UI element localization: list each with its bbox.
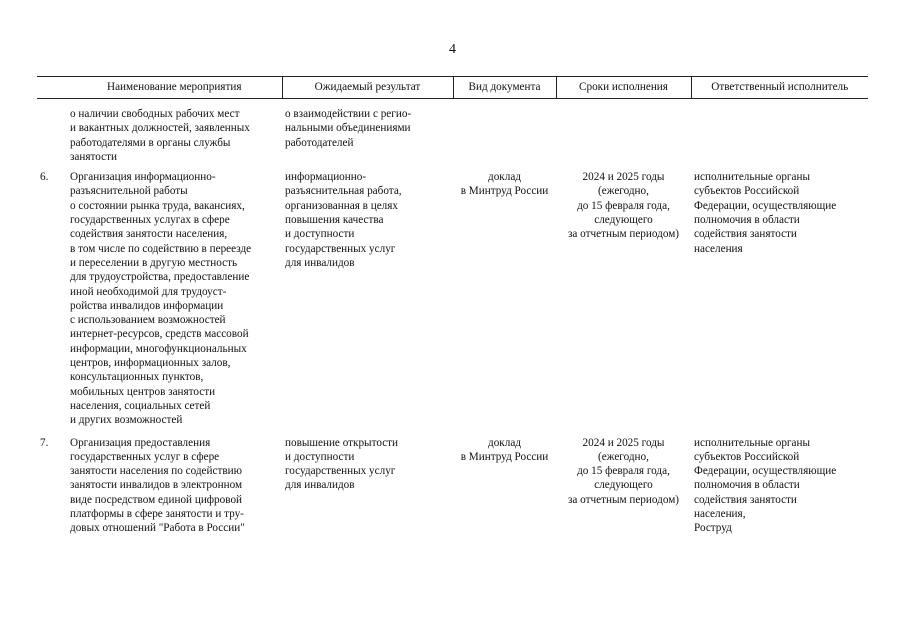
header-num (37, 77, 67, 99)
text-line: за отчетным периодом) (567, 228, 680, 241)
text-line: работодателей (285, 136, 354, 149)
text-line: до 15 февраля года, (577, 199, 670, 212)
text-line: для трудоустройства, предоставление (70, 271, 250, 284)
cell-result (282, 434, 453, 536)
text-line: и переселении в другую местность (70, 256, 238, 269)
text-line: и доступности (285, 450, 355, 463)
text-line: занятости населения по содействию (70, 465, 242, 478)
text-line: в том числе по содействию в переезде (70, 242, 252, 255)
header-result: Ожидаемый результат (282, 77, 453, 99)
row-number (37, 99, 67, 171)
header-doc-type: Вид документа (453, 77, 556, 99)
text-line: содействия занятости (694, 228, 797, 241)
cell-doc-type (453, 99, 556, 171)
text-line: о состоянии рынка труда, вакансиях, (70, 199, 245, 212)
cell-name (67, 170, 282, 433)
text-line: содействия занятости населения, (70, 228, 228, 241)
text-line: повышения качества (285, 214, 384, 227)
text-line: населения (694, 242, 743, 255)
text-line: следующего (594, 479, 653, 492)
cell-doc-type (453, 434, 556, 536)
text-line: информационно- (285, 171, 367, 184)
text-line: и вакантных должностей, заявленных (70, 122, 250, 135)
row-number: 7. (40, 436, 49, 449)
table-row (37, 170, 868, 433)
text-line: содействия занятости (694, 493, 797, 506)
cell-deadline (556, 170, 691, 433)
text-line: исполнительные органы (694, 436, 810, 449)
cell-responsible (691, 170, 868, 433)
text-line: доклад (488, 171, 521, 184)
text-line: занятости (70, 150, 117, 163)
text-line: центров, информационных залов, (70, 357, 231, 370)
text-line: субъектов Российской (694, 450, 800, 463)
text-line: мобильных центров занятости (70, 385, 216, 398)
text-line: ройства инвалидов информации (70, 299, 224, 312)
text-line: с использованием возможностей (70, 314, 226, 327)
text-line: информации, многофункциональных (70, 342, 247, 355)
header-responsible: Ответственный исполнитель (691, 77, 868, 99)
text-line: и доступности (285, 228, 355, 241)
text-line: населения, (694, 508, 746, 521)
cell-responsible (691, 434, 868, 536)
text-line: организованная в целях (285, 199, 399, 212)
table-row (37, 99, 868, 171)
text-line: Федерации, осуществляющие (694, 465, 837, 478)
text-line: государственных услуг (285, 242, 396, 255)
text-line: о наличии свободных рабочих мест (70, 108, 240, 120)
text-line: иной необходимой для трудоуст- (70, 285, 227, 298)
table-header-row (37, 77, 868, 99)
text-line: в Минтруд России (460, 450, 549, 463)
text-line: нальными объединениями (285, 122, 411, 135)
text-line: (ежегодно, (598, 185, 649, 198)
text-line: следующего (594, 214, 653, 227)
text-line: интернет-ресурсов, средств массовой (70, 328, 249, 341)
text-line: полномочия в области (694, 479, 800, 492)
cell-responsible (691, 99, 868, 171)
text-line: Организация информационно- (70, 171, 216, 184)
header-name: Наименование мероприятия (67, 77, 282, 99)
text-line: консультационных пунктов, (70, 371, 204, 384)
measures-table (37, 76, 868, 536)
text-line: государственных услугах в сфере (70, 214, 230, 227)
table-row (37, 434, 868, 536)
text-line: в Минтруд России (460, 185, 549, 198)
cell-deadline (556, 434, 691, 536)
text-line: государственных услуг (285, 465, 396, 478)
cell-name (67, 99, 282, 171)
text-line: для инвалидов (285, 256, 355, 269)
text-line: Федерации, осуществляющие (694, 199, 837, 212)
cell-doc-type (453, 170, 556, 433)
text-line: платформы в сфере занятости и тру- (70, 508, 244, 521)
text-line: о взаимодействии с регио- (285, 108, 412, 120)
text-line: виде посредством единой цифровой (70, 493, 243, 506)
text-line: исполнительные органы (694, 171, 810, 184)
text-line: и других возможностей (70, 414, 183, 427)
text-line: доклад (488, 436, 521, 449)
cell-deadline (556, 99, 691, 171)
text-line: субъектов Российской (694, 185, 800, 198)
page-number: 4 (449, 42, 456, 57)
text-line: для инвалидов (285, 479, 355, 492)
text-line: (ежегодно, (598, 450, 649, 463)
text-line: довых отношений "Работа в России" (70, 522, 245, 535)
text-line: 2024 и 2025 годы (582, 171, 665, 184)
text-line: повышение открытости (285, 436, 399, 449)
text-line: разъяснительная работа, (285, 185, 402, 198)
text-line: за отчетным периодом) (567, 493, 680, 506)
text-line: Роструд (694, 522, 732, 535)
text-line: полномочия в области (694, 214, 800, 227)
cell-result (282, 99, 453, 171)
text-line: работодателями в органы службы (70, 136, 231, 149)
text-line: до 15 февраля года, (577, 465, 670, 478)
text-line: занятости инвалидов в электронном (70, 479, 243, 492)
cell-result (282, 170, 453, 433)
text-line: разъяснительной работы (70, 185, 188, 198)
text-line: населения, социальных сетей (70, 399, 211, 412)
row-number: 6. (40, 171, 49, 184)
header-deadline: Сроки исполнения (556, 77, 691, 99)
text-line: государственных услуг в сфере (70, 450, 220, 463)
cell-name (67, 434, 282, 536)
text-line: 2024 и 2025 годы (582, 436, 665, 449)
text-line: Организация предоставления (70, 436, 211, 449)
